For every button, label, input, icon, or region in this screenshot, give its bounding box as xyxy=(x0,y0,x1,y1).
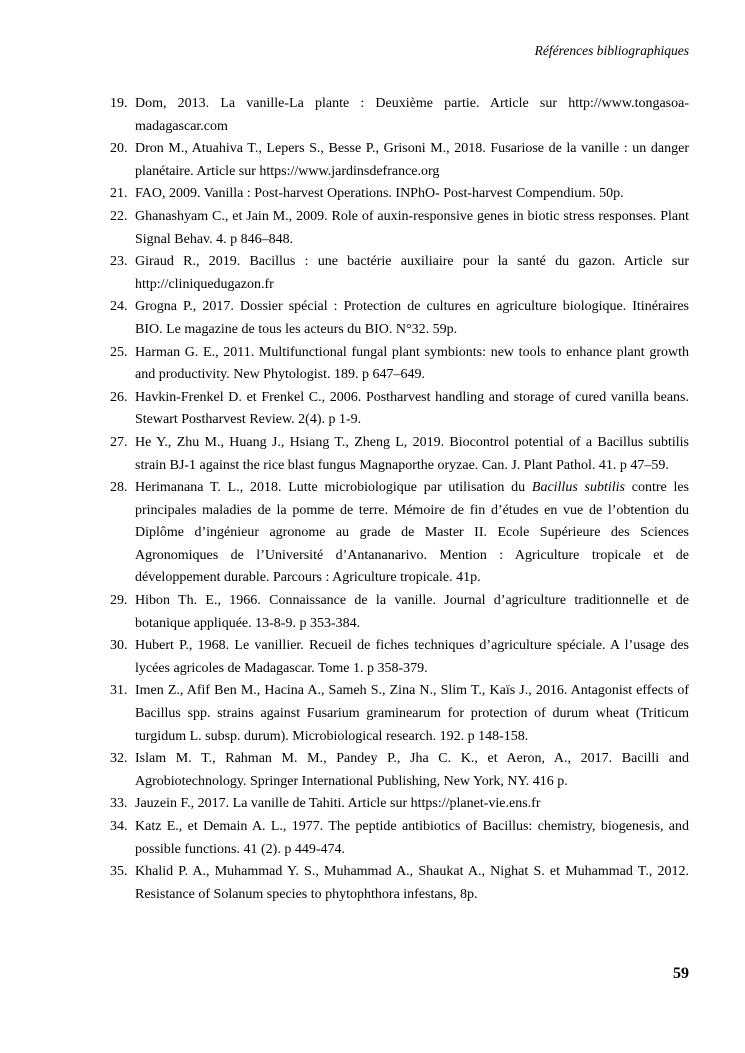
reference-text xyxy=(135,864,689,902)
reference-number: 30. xyxy=(110,638,128,654)
reference-number: 27. xyxy=(110,434,128,450)
reference-number: 28. xyxy=(110,480,128,496)
reference-item xyxy=(110,680,689,748)
reference-number: 22. xyxy=(110,208,128,224)
reference-segment: Katz E., et Demain A. L., 1977. The peptide antibiotics of Bacillus: chemistry, biogenesis, and possible functions. 41 (2). p 449-474. xyxy=(135,819,689,857)
reference-segment: Ghanashyam C., et Jain M., 2009. Role of auxin-responsive genes in biotic stress responses. Plant Signal Behav. 4. p 846–848. xyxy=(135,208,689,247)
reference-segment: Dom, 2013. La vanille-La plante : Deuxième partie. Article sur http://www.tongasoa-madagascar.com xyxy=(135,96,689,134)
reference-number: 32. xyxy=(110,751,128,767)
reference-item xyxy=(110,477,689,590)
reference-text xyxy=(135,186,624,201)
reference-text xyxy=(135,345,689,383)
reference-item xyxy=(110,432,689,477)
reference-segment: Khalid P. A., Muhammad Y. S., Muhammad A., Shaukat A., Nighat S. et Muhammad T., 2012. Resistance of Solanum species to phytophthora infestans, 8p. xyxy=(135,864,689,902)
reference-item xyxy=(110,793,689,816)
reference-text xyxy=(135,819,689,857)
reference-text xyxy=(135,593,689,631)
reference-segment: Imen Z., Afif Ben M., Hacina A., Sameh S., Zina N., Slim T., Kaïs J., 2016. Antagonist effects of Bacillus spp. strains against Fusarium graminearum for protection of durum wheat (Triticum turgidum L. subsp. durum). Microbiological research. 192. p 148-158. xyxy=(135,683,689,744)
reference-number: 20. xyxy=(110,141,128,157)
reference-segment: Hibon Th. E., 1966. Connaissance de la vanille. Journal d’agriculture traditionnelle et de botanique appliquée. 13-8-9. p 353-384. xyxy=(135,593,689,631)
reference-text xyxy=(135,209,689,247)
reference-number: 25. xyxy=(110,344,128,360)
reference-item xyxy=(110,748,689,793)
reference-segment: He Y., Zhu M., Huang J., Hsiang T., Zheng L, 2019. Biocontrol potential of a Bacillus subtilis strain BJ-1 against the rice blast fungus Magnaporthe oryzae. Can. J. Plant Pathol. 41. p 47–59. xyxy=(135,434,689,473)
reference-segment: Jauzein F., 2017. La vanille de Tahiti. Article sur https://planet-vie.ens.fr xyxy=(135,796,541,812)
reference-text xyxy=(135,683,689,743)
reference-number: 34. xyxy=(110,819,128,834)
reference-segment: FAO, 2009. Vanilla : Post-harvest Operations. INPhO- Post-harvest Compendium. 50p. xyxy=(135,186,624,202)
reference-item xyxy=(110,342,689,387)
reference-segment: Giraud R., 2019. Bacillus : une bactérie auxiliaire pour la santé du gazon. Article sur http://cliniquedugazon.fr xyxy=(135,254,689,292)
reference-item xyxy=(110,93,689,138)
reference-text xyxy=(135,254,689,292)
reference-text xyxy=(135,480,689,585)
reference-segment: Islam M. T., Rahman M. M., Pandey P., Jha C. K., et Aeron, A., 2017. Bacilli and Agrobiotechnology. Springer International Publishing, New York, NY. 416 p. xyxy=(135,751,689,789)
reference-text xyxy=(135,435,689,473)
reference-text xyxy=(135,751,689,789)
reference-item xyxy=(110,138,689,183)
reference-segment: Herimanana T. L., 2018. Lutte microbiologique par utilisation du xyxy=(135,480,532,496)
running-header: Références bibliographiques xyxy=(534,43,689,58)
reference-number: 23. xyxy=(110,254,128,270)
reference-number: 19. xyxy=(110,96,128,111)
reference-number: 29. xyxy=(110,593,128,609)
reference-item xyxy=(110,183,689,206)
reference-text xyxy=(135,141,689,179)
reference-number: 31. xyxy=(110,683,128,699)
reference-item xyxy=(110,590,689,635)
reference-item xyxy=(110,206,689,251)
reference-segment: Harman G. E., 2011. Multifunctional fungal plant symbionts: new tools to enhance plant growth and productivity. New Phytologist. 189. p 647–649. xyxy=(135,344,689,383)
reference-number: 33. xyxy=(110,796,128,812)
reference-segment: Havkin-Frenkel D. et Frenkel C., 2006. Postharvest handling and storage of cured vanilla beans. Stewart Postharvest Review. 2(4). p 1-9. xyxy=(135,389,689,428)
reference-text xyxy=(135,390,689,428)
reference-number: 26. xyxy=(110,389,128,405)
reference-number: 24. xyxy=(110,299,128,315)
reference-list xyxy=(110,93,689,906)
reference-item xyxy=(110,816,689,861)
reference-item xyxy=(110,387,689,432)
reference-text xyxy=(135,96,689,134)
reference-segment: contre les principales maladies de la pomme de terre. Mémoire de fin d’études en vue de l’obtention du Diplôme d’ingénieur agronome au grade de Master II. Ecole Supérieure des Sciences Agronomiques de l’Université d’Antananarivo. Mention : Agriculture tropicale et de développement durable. Parcours : Agriculture tropicale. 41p. xyxy=(135,480,690,586)
reference-item xyxy=(110,296,689,341)
page-number: 59 xyxy=(673,965,689,982)
reference-text xyxy=(135,299,689,337)
reference-item xyxy=(110,635,689,680)
reference-segment: Grogna P., 2017. Dossier spécial : Protection de cultures en agriculture biologique. Itinéraires BIO. Le magazine de tous les acteurs du BIO. N°32. 59p. xyxy=(135,299,689,337)
reference-text xyxy=(135,796,541,811)
reference-number: 35. xyxy=(110,864,128,880)
reference-italic-segment: Bacillus subtilis xyxy=(531,480,625,496)
reference-segment: Dron M., Atuahiva T., Lepers S., Besse P., Grisoni M., 2018. Fusariose de la vanille : un danger planétaire. Article sur https://www.jardinsdefrance.org xyxy=(135,141,689,179)
reference-text xyxy=(135,638,689,676)
reference-number: 21. xyxy=(110,186,128,202)
reference-item xyxy=(110,251,689,296)
reference-segment: Hubert P., 1968. Le vanillier. Recueil de fiches techniques d’agriculture spéciale. A l’usage des lycées agricoles de Madagascar. Tome 1. p 358-379. xyxy=(135,638,689,676)
reference-item xyxy=(110,861,689,906)
